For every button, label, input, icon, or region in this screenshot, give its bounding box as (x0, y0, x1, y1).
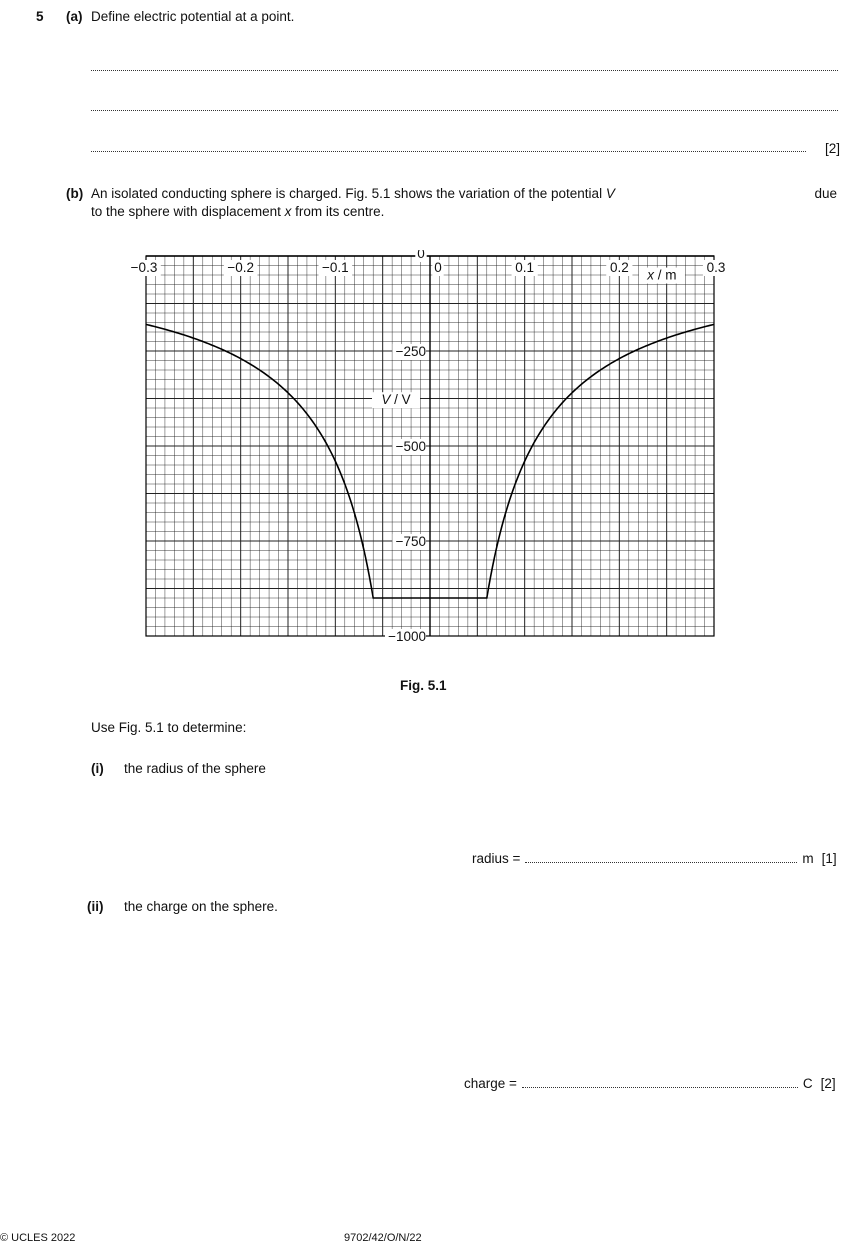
y-tick-label: −750 (395, 534, 426, 549)
radius-mark: [1] (821, 851, 837, 866)
charge-mark: [2] (820, 1076, 836, 1091)
x-tick-label: 0.1 (515, 260, 535, 275)
answer-line-a1[interactable] (91, 70, 838, 71)
sub-ii-text: the charge on the sphere. (124, 899, 278, 914)
charge-answer-line[interactable] (522, 1087, 798, 1088)
question-number: 5 (36, 9, 44, 24)
y-tick-label: −1000 (388, 629, 426, 644)
part-a-label: (a) (66, 9, 83, 24)
footer-code: 9702/42/O/N/22 (344, 1232, 422, 1244)
sub-i-label: (i) (91, 761, 104, 776)
part-a-mark: [2] (824, 141, 840, 156)
charge-unit: C (802, 1076, 813, 1091)
graph-grid (146, 256, 714, 636)
part-b-label: (b) (66, 186, 84, 201)
radius-answer (472, 851, 837, 866)
x-tick-label: −0.2 (227, 260, 254, 275)
footer-copyright: © UCLES 2022 (0, 1232, 76, 1244)
radius-label: radius = (472, 851, 521, 866)
charge-label: charge = (464, 1076, 517, 1091)
charge-answer (464, 1076, 836, 1091)
radius-unit: m (802, 851, 814, 866)
y-tick-label: −500 (395, 439, 426, 454)
x-axis-label: x / m (647, 267, 677, 283)
part-a-text: Define electric potential at a point. (91, 9, 295, 24)
figure-caption: Fig. 5.1 (400, 678, 447, 693)
radius-answer-line[interactable] (525, 862, 797, 863)
part-b-text-line1: An isolated conducting sphere is charged. Fig. 5.1 shows the variation of the potential V due (91, 186, 837, 201)
sub-i-text: the radius of the sphere (124, 761, 266, 776)
y-tick-label-zero: 0 (417, 250, 425, 261)
x-tick-label: 0.3 (706, 260, 726, 275)
sub-ii-label: (ii) (87, 899, 104, 914)
graph-axis-labels (127, 250, 729, 645)
answer-line-a3[interactable] (91, 151, 806, 152)
x-tick-label-zero: 0 (434, 260, 442, 275)
y-tick-label: −250 (395, 344, 426, 359)
y-axis-label: V / V (381, 392, 411, 408)
x-tick-label: 0.2 (609, 260, 629, 275)
instruction-text: Use Fig. 5.1 to determine: (91, 720, 247, 735)
part-b-text-line2: to the sphere with displacement x from its centre. (91, 204, 385, 219)
x-tick-label: −0.1 (322, 260, 349, 275)
potential-graph (120, 250, 730, 650)
x-tick-label: −0.3 (130, 260, 158, 275)
answer-line-a2[interactable] (91, 110, 838, 111)
